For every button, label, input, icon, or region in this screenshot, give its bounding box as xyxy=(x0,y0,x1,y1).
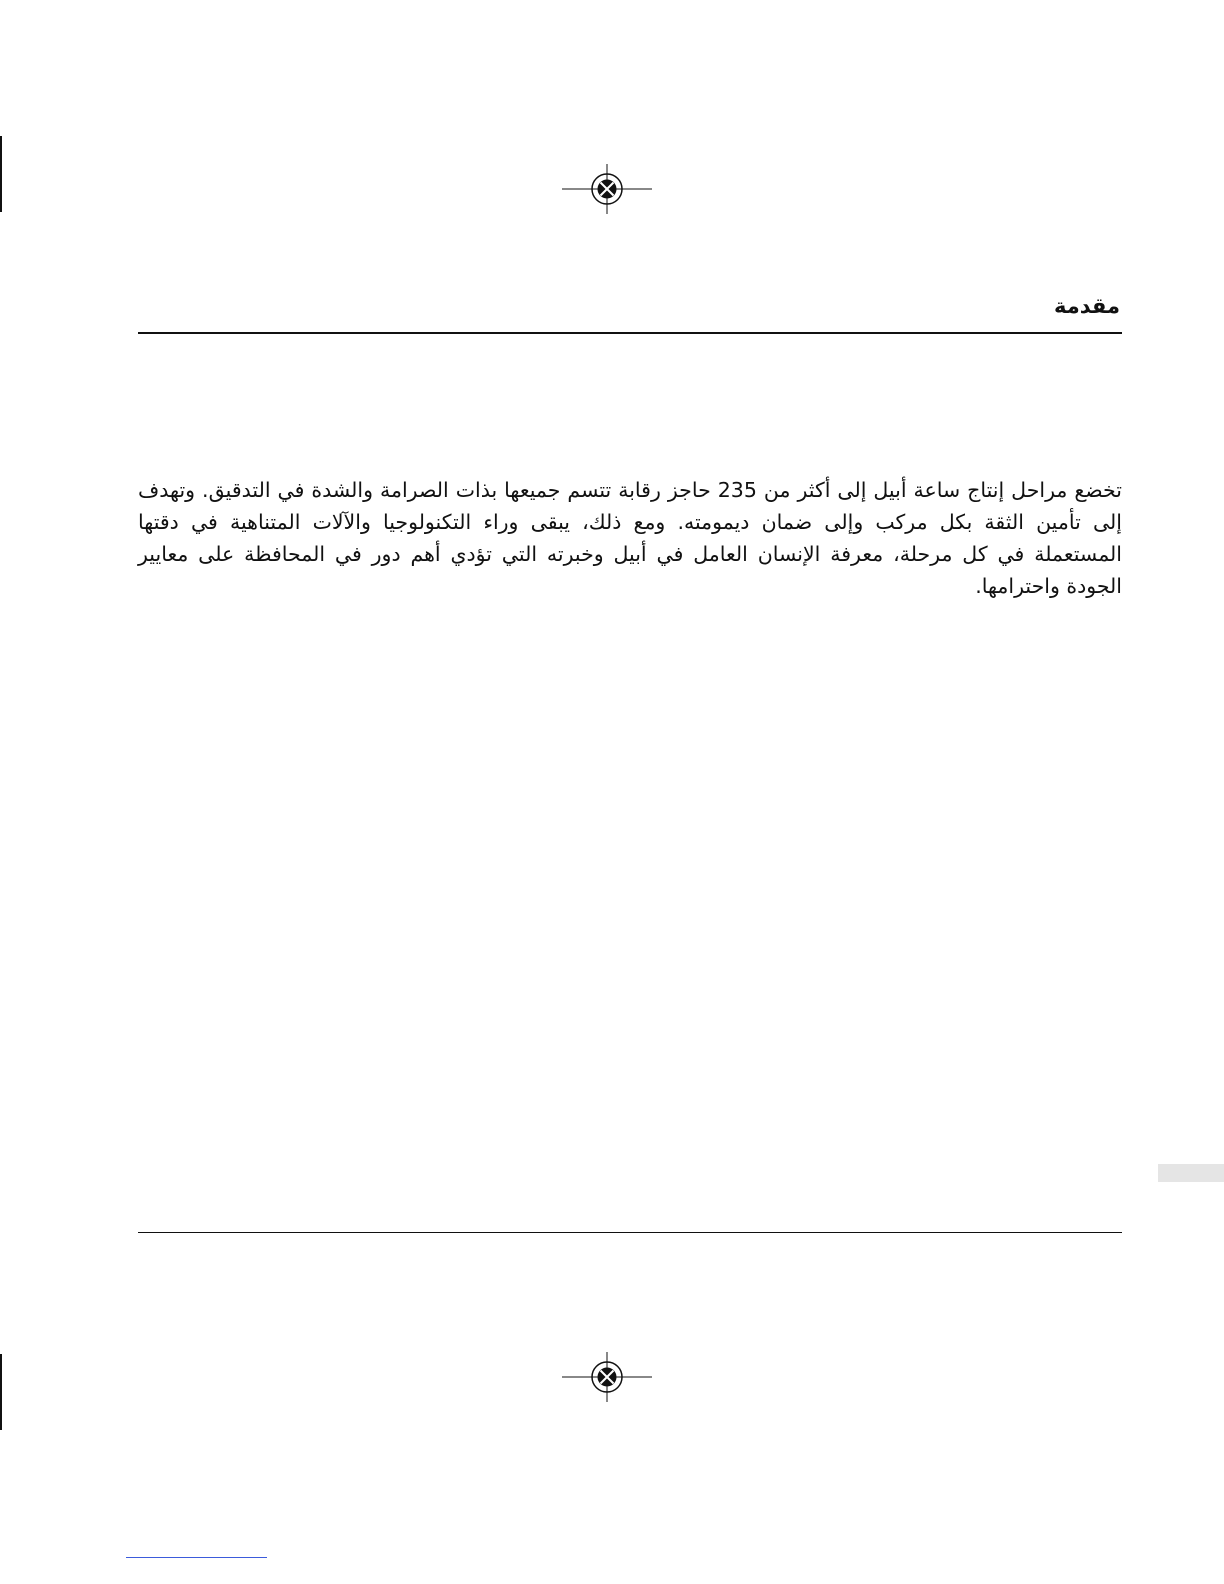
crop-mark-bottom xyxy=(0,1354,2,1430)
header-rule xyxy=(138,332,1122,334)
registration-mark-top-icon xyxy=(562,164,652,214)
footer-rule xyxy=(138,1232,1122,1233)
footer-link-underline xyxy=(126,1557,267,1558)
page-title: مقدمة xyxy=(1054,294,1120,318)
crop-mark-top xyxy=(0,136,2,212)
registration-mark-bottom-icon xyxy=(562,1352,652,1402)
intro-paragraph: تخضع مراحل إنتاج ساعة أبيل إلى أكثر من 235 حاجز رقابة تتسم جميعها بذات الصرامة والشدة في التدقيق. وتهدف إلى تأمين الثقة بكل مركب وإلى ضمان ديمومته. ومع ذلك، يبقى وراء التكنولوجيا والآلات المتناهية في دقتها المستعملة في كل مرحلة، معرفة الإنسان العامل في أبيل وخبرته التي تؤدي أهم دور في المحافظة على معايير الجودة واحترامها. xyxy=(138,478,1122,598)
thumb-index-tab xyxy=(1158,1164,1224,1182)
